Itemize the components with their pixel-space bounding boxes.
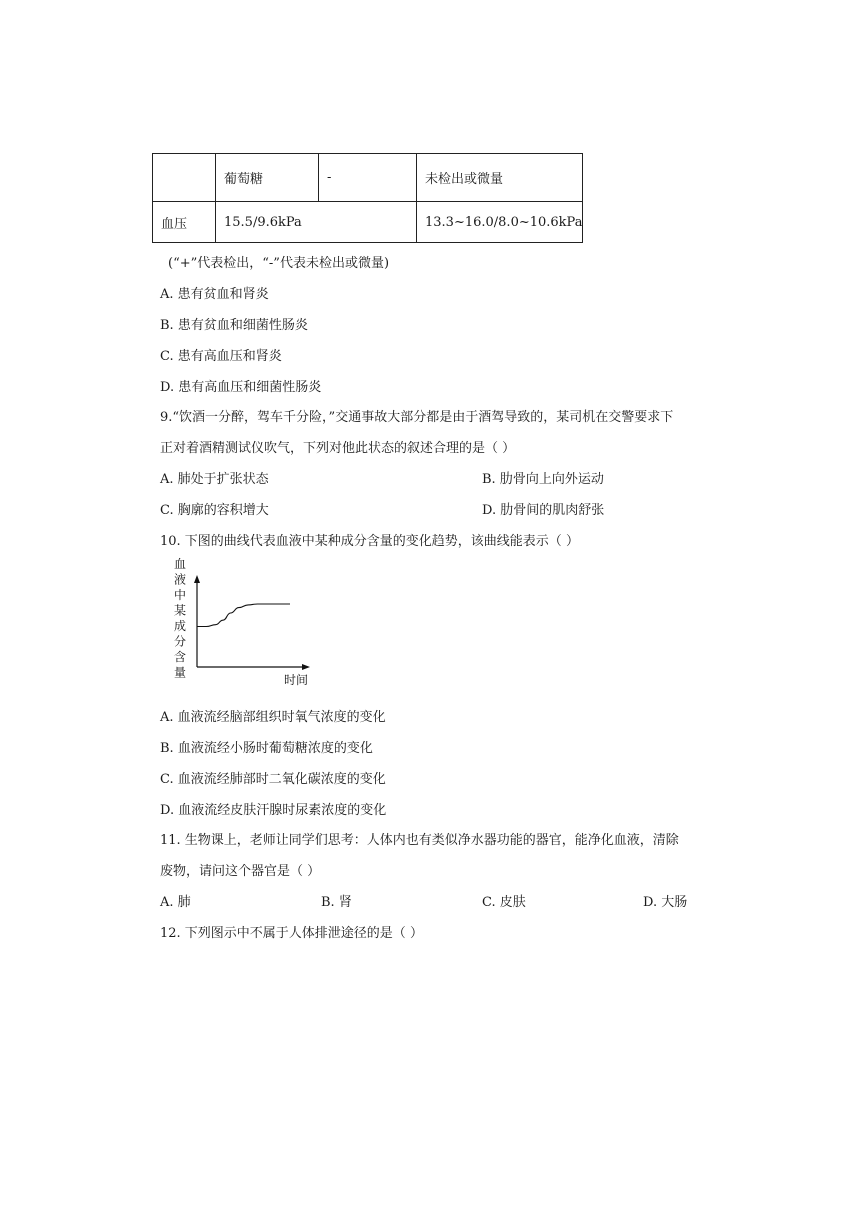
q9-stem-line2: 正对着酒精测试仪吹气，下列对他此状态的叙述合理的是（ ） (160, 441, 516, 456)
y-axis-arrow (194, 575, 200, 583)
q8-option-b: B. 患有贫血和细菌性肠炎 (160, 318, 308, 333)
q11-option-a: A. 肺 (160, 895, 191, 910)
table-cell: - (319, 154, 417, 202)
table-row (153, 202, 583, 243)
q9-stem-line1: 9.“饮酒一分醉，驾车千分险，”交通事故大部分都是由于酒驾导致的，某司机在交警要求下 (160, 410, 674, 425)
q10-option-b: B. 血液流经小肠时葡萄糖浓度的变化 (160, 741, 373, 756)
content-trend-chart (168, 553, 318, 693)
q8-option-a: A. 患有贫血和肾炎 (160, 287, 269, 302)
table-row (153, 154, 583, 202)
table-cell: 13.3~16.0/8.0~10.6kPa (417, 202, 583, 243)
y-axis-label-char: 量 (174, 665, 187, 680)
x-axis-arrow (302, 664, 310, 670)
q8-option-c: C. 患有高血压和肾炎 (160, 349, 282, 364)
y-axis-label-char: 某 (174, 603, 187, 618)
series-line (197, 604, 290, 627)
q11-option-c: C. 皮肤 (482, 895, 526, 910)
table-cell: 血压 (153, 202, 216, 243)
y-axis-label-char: 中 (174, 588, 187, 602)
q9-option-d: D. 肋骨间的肌肉舒张 (482, 503, 605, 518)
y-axis-label-char: 血 (174, 557, 187, 571)
y-axis-label (174, 557, 186, 680)
y-axis-label-char: 成 (174, 619, 187, 633)
table-cell (153, 154, 216, 202)
q10-option-c: C. 血液流经肺部时二氧化碳浓度的变化 (160, 772, 386, 787)
q11-stem-line1: 11. 生物课上，老师让同学们思考：人体内也有类似净水器功能的器官，能净化血液，清除 (160, 833, 679, 848)
x-axis-label: 时间 (284, 673, 309, 687)
q9-option-a: A. 肺处于扩张状态 (160, 472, 269, 487)
q10-option-d: D. 血液流经皮肤汗腺时尿素浓度的变化 (160, 803, 387, 818)
q10-stem: 10. 下图的曲线代表血液中某种成分含量的变化趋势，该曲线能表示（ ） (160, 534, 579, 549)
test-results-table (152, 153, 583, 243)
q11-option-d: D. 大肠 (643, 895, 688, 910)
q9-option-c: C. 胸廓的容积增大 (160, 503, 269, 518)
q10-option-a: A. 血液流经脑部组织时氧气浓度的变化 (160, 710, 386, 725)
q12-stem: 12. 下列图示中不属于人体排泄途径的是（ ） (160, 926, 423, 941)
q11-stem-line2: 废物，请问这个器官是（ ） (160, 864, 321, 879)
table-note: (“+”代表检出，“-”代表未检出或微量) (168, 256, 390, 271)
y-axis-label-char: 液 (174, 572, 187, 587)
y-axis-label-char: 分 (174, 634, 187, 649)
table-cell: 15.5/9.6kPa (216, 202, 417, 243)
table-cell: 未检出或微量 (417, 154, 583, 202)
q8-option-d: D. 患有高血压和细菌性肠炎 (160, 380, 322, 395)
y-axis-label-char: 含 (174, 650, 187, 664)
q11-option-b: B. 肾 (321, 895, 352, 910)
table-cell: 葡萄糖 (216, 154, 319, 202)
q9-option-b: B. 肋骨向上向外运动 (482, 472, 604, 487)
